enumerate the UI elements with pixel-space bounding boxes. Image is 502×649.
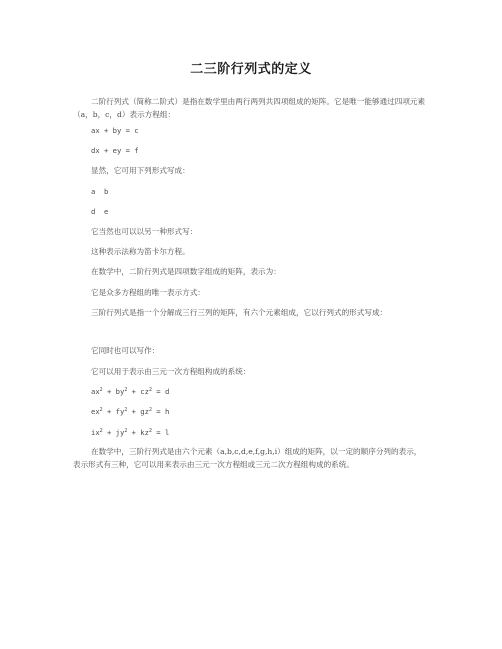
paragraph-second-order: 在数学中，二阶行列式是四项数字组成的矩阵，表示为：: [91, 267, 281, 276]
paragraph-cartesian: 这种表示法称为笛卡尔方程。: [91, 247, 190, 256]
equation-5: $ix^2 + jy^2 + kz^2 = l$: [91, 428, 170, 437]
equation-4: $ex^2 + fy^2 + gz^2 = h$: [91, 407, 170, 416]
equation-3: $ax^2 + by^2 + cz^2 = d$: [91, 387, 170, 396]
paragraph-intro: 二阶行列式（简称二阶式）是指在数学里由两行两列共四项组成的矩阵。它是唯一能够通过四项元素（a，b，c，d）表示方程组：: [73, 97, 426, 119]
matrix-row-1: a b: [91, 187, 109, 196]
equation-1: ax + by = c: [91, 126, 139, 135]
paragraph-system: 它可以用于表示由三元一次方程组构成的系统：: [91, 367, 251, 376]
paragraph-alt-form: 它当然也可以以另一种形式写：: [91, 227, 198, 236]
paragraph-form: 显然，它可用下列形式写成：: [91, 166, 190, 175]
paragraph-third-order: 三阶行列式是指一个分解成三行三列的矩阵，有六个元素组成，它以行列式的形式写成：: [91, 308, 388, 317]
matrix-row-2: d e: [91, 207, 109, 216]
paragraph-also-write: 它同时也可以写作：: [91, 346, 160, 355]
paragraph-conclusion: 在数学中，三阶行列式是由六个元素（a,b,c,d,e,f,g,h,i）组成的矩阵，以一定的顺序分列的表示，表示形式有三种，它可以用来表示由三元一次方程组或三元二次方程组构成的系统。: [73, 447, 422, 469]
equation-2: dx + ey = f: [91, 146, 139, 155]
page-title: 二三阶行列式的定义: [190, 62, 312, 77]
paragraph-unique: 它是众多方程组的唯一表示方式：: [91, 288, 205, 297]
